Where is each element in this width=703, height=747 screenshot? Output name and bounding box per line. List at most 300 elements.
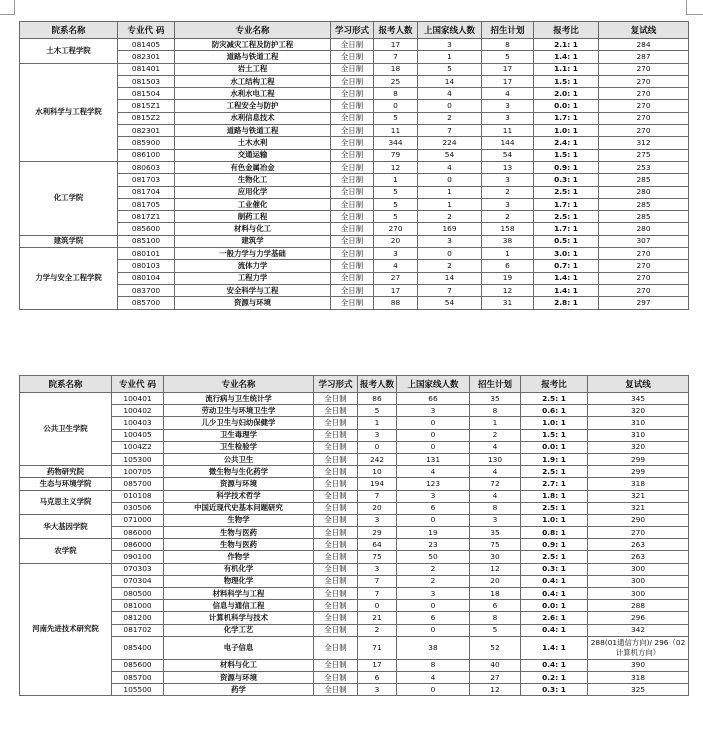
passed-line-cell: 123 bbox=[397, 478, 470, 490]
study-form-cell: 全日制 bbox=[331, 100, 374, 112]
passed-header: 上国家线人数 bbox=[397, 376, 470, 393]
passed-line-cell: 1 bbox=[418, 186, 482, 198]
passed-line-cell: 6 bbox=[397, 502, 470, 514]
major-code-cell: 081504 bbox=[118, 88, 175, 100]
table-row bbox=[20, 112, 689, 124]
cutoff-cell: 300 bbox=[588, 588, 689, 600]
study-form-cell: 全日制 bbox=[314, 429, 358, 441]
study-form-cell: 全日制 bbox=[314, 563, 358, 575]
passed-line-cell: 0 bbox=[397, 684, 470, 696]
cutoff-cell: 270 bbox=[599, 125, 689, 137]
applicants-cell: 64 bbox=[358, 539, 397, 551]
study-form-cell: 全日制 bbox=[314, 490, 358, 502]
ratio-cell: 0.7: 1 bbox=[534, 260, 599, 272]
study-form-cell: 全日制 bbox=[331, 297, 374, 309]
major-name-cell: 材料科学与工程 bbox=[164, 588, 314, 600]
study-form-cell: 全日制 bbox=[331, 51, 374, 63]
passed-line-cell: 3 bbox=[397, 588, 470, 600]
study-form-cell: 全日制 bbox=[331, 161, 374, 173]
applicants-cell: 18 bbox=[374, 63, 418, 75]
dept-name-cell: 公共卫生学院 bbox=[20, 393, 112, 466]
passed-line-cell: 4 bbox=[418, 161, 482, 173]
enroll-plan-cell: 3 bbox=[482, 112, 534, 124]
ratio-cell: 1.7: 1 bbox=[534, 198, 599, 210]
code-header: 专业代 码 bbox=[118, 22, 175, 39]
study-form-cell: 全日制 bbox=[331, 186, 374, 198]
ratio-cell: 1.5: 1 bbox=[521, 429, 588, 441]
enroll-plan-cell: 13 bbox=[482, 161, 534, 173]
ratio-cell: 0.9: 1 bbox=[521, 539, 588, 551]
study-form-cell: 全日制 bbox=[331, 235, 374, 247]
table-row bbox=[20, 174, 689, 186]
applicants-cell: 7 bbox=[358, 588, 397, 600]
cutoff-cell: 270 bbox=[599, 63, 689, 75]
study-form-cell: 全日制 bbox=[314, 514, 358, 526]
ratio-cell: 0.3: 1 bbox=[521, 563, 588, 575]
study-form-cell: 全日制 bbox=[331, 125, 374, 137]
passed-line-cell: 2 bbox=[418, 112, 482, 124]
enroll-plan-cell: 1 bbox=[470, 417, 521, 429]
cutoff-cell: 285 bbox=[599, 198, 689, 210]
table-row bbox=[20, 223, 689, 235]
dept-name-cell: 生态与环境学院 bbox=[20, 478, 112, 490]
passed-line-cell: 54 bbox=[418, 297, 482, 309]
passed-line-cell: 0 bbox=[397, 514, 470, 526]
enroll-plan-cell: 158 bbox=[482, 223, 534, 235]
enroll-plan-cell: 11 bbox=[482, 125, 534, 137]
major-name-cell: 化学工艺 bbox=[164, 624, 314, 636]
major-name-cell: 药学 bbox=[164, 684, 314, 696]
enroll-plan-cell: 35 bbox=[470, 393, 521, 405]
passed-line-cell: 0 bbox=[397, 429, 470, 441]
cutoff-cell: 263 bbox=[588, 539, 689, 551]
table-row bbox=[20, 453, 689, 465]
study-form-cell: 全日制 bbox=[314, 684, 358, 696]
study-form-cell: 全日制 bbox=[314, 551, 358, 563]
major-code-cell: 081703 bbox=[118, 174, 175, 186]
table-row bbox=[20, 600, 689, 612]
ratio-cell: 1.0: 1 bbox=[534, 125, 599, 137]
ratio-cell: 1.4: 1 bbox=[534, 272, 599, 284]
ratio-cell: 0.8: 1 bbox=[521, 527, 588, 539]
table-row bbox=[20, 51, 689, 63]
ratio-cell: 1.5: 1 bbox=[534, 75, 599, 87]
passed-line-cell: 0 bbox=[397, 600, 470, 612]
applicants-cell: 3 bbox=[358, 429, 397, 441]
major-code-cell: 081000 bbox=[112, 600, 164, 612]
study-form-cell: 全日制 bbox=[314, 575, 358, 587]
ratio-cell: 0.5: 1 bbox=[534, 235, 599, 247]
major-name-cell: 工程力学 bbox=[175, 272, 331, 284]
major-code-cell: 080103 bbox=[118, 260, 175, 272]
passed-line-cell: 54 bbox=[418, 149, 482, 161]
major-code-cell: 081200 bbox=[112, 612, 164, 624]
major-name-cell: 应用化学 bbox=[175, 186, 331, 198]
major-name-cell: 防灾减灾工程及防护工程 bbox=[175, 39, 331, 51]
study-form-cell: 全日制 bbox=[331, 272, 374, 284]
major-code-cell: 085400 bbox=[112, 636, 164, 659]
enroll-plan-cell: 8 bbox=[470, 502, 521, 514]
applicants-cell: 29 bbox=[358, 527, 397, 539]
table-row bbox=[20, 502, 689, 514]
table-row bbox=[20, 659, 689, 671]
passed-line-cell: 3 bbox=[397, 405, 470, 417]
major-code-cell: 070304 bbox=[112, 575, 164, 587]
cutoff-cell: 270 bbox=[599, 88, 689, 100]
enroll-plan-cell: 18 bbox=[470, 588, 521, 600]
passed-line-cell: 8 bbox=[397, 659, 470, 671]
major-name-cell: 流行病与卫生统计学 bbox=[164, 393, 314, 405]
ratio-cell: 2.5: 1 bbox=[521, 551, 588, 563]
applicants-cell: 0 bbox=[358, 441, 397, 453]
study-form-cell: 全日制 bbox=[331, 137, 374, 149]
cutoff-cell: 270 bbox=[599, 260, 689, 272]
passed-line-cell: 7 bbox=[418, 284, 482, 296]
dept-name-cell: 华大基因学院 bbox=[20, 514, 112, 538]
cutoff-cell: 310 bbox=[588, 417, 689, 429]
applicants-cell: 6 bbox=[358, 671, 397, 683]
study-form-cell: 全日制 bbox=[331, 63, 374, 75]
ratio-cell: 0.0: 1 bbox=[521, 600, 588, 612]
enroll-plan-cell: 4 bbox=[470, 490, 521, 502]
enroll-plan-cell: 5 bbox=[470, 624, 521, 636]
enroll-plan-cell: 75 bbox=[470, 539, 521, 551]
table-row bbox=[20, 161, 689, 173]
applicants-cell: 0 bbox=[374, 100, 418, 112]
applicants-cell: 2 bbox=[358, 624, 397, 636]
applicants-cell: 3 bbox=[374, 248, 418, 260]
cutoff-cell: 284 bbox=[599, 39, 689, 51]
major-code-cell: 086100 bbox=[118, 149, 175, 161]
cutoff-cell: 253 bbox=[599, 161, 689, 173]
study-form-cell: 全日制 bbox=[331, 174, 374, 186]
study-form-cell: 全日制 bbox=[331, 223, 374, 235]
table-row bbox=[20, 478, 689, 490]
major-name-cell: 流体力学 bbox=[175, 260, 331, 272]
admission-table-1 bbox=[19, 21, 689, 310]
major-code-cell: 085600 bbox=[112, 659, 164, 671]
applicants-cell: 7 bbox=[374, 51, 418, 63]
ratio-cell: 1.8: 1 bbox=[521, 490, 588, 502]
cutoff-cell: 307 bbox=[599, 235, 689, 247]
enroll-plan-cell: 2 bbox=[482, 186, 534, 198]
table-row bbox=[20, 211, 689, 223]
cutoff-cell: 320 bbox=[588, 405, 689, 417]
passed-line-cell: 0 bbox=[418, 174, 482, 186]
ratio-cell: 1.4: 1 bbox=[521, 636, 588, 659]
table-row bbox=[20, 551, 689, 563]
table-row bbox=[20, 624, 689, 636]
ratio-cell: 2.0: 1 bbox=[534, 88, 599, 100]
study-form-cell: 全日制 bbox=[331, 88, 374, 100]
passed-line-cell: 131 bbox=[397, 453, 470, 465]
ratio-cell: 1.1: 1 bbox=[534, 63, 599, 75]
applicants-cell: 4 bbox=[374, 260, 418, 272]
table-row bbox=[20, 88, 689, 100]
applicants-cell: 20 bbox=[374, 235, 418, 247]
passed-line-cell: 0 bbox=[397, 441, 470, 453]
major-name-cell: 作物学 bbox=[164, 551, 314, 563]
major-name-cell: 工程安全与防护 bbox=[175, 100, 331, 112]
applicants-cell: 5 bbox=[374, 112, 418, 124]
cutoff-cell: 310 bbox=[588, 429, 689, 441]
applicants-cell: 7 bbox=[358, 490, 397, 502]
major-name-cell: 电子信息 bbox=[164, 636, 314, 659]
passed-line-cell: 169 bbox=[418, 223, 482, 235]
table-row bbox=[20, 527, 689, 539]
major-name-cell: 一般力学与力学基础 bbox=[175, 248, 331, 260]
cutoff-cell: 296 bbox=[588, 612, 689, 624]
cutoff-header: 复试线 bbox=[599, 22, 689, 39]
enroll-plan-cell: 3 bbox=[482, 100, 534, 112]
major-name-cell: 工业催化 bbox=[175, 198, 331, 210]
passed-line-cell: 0 bbox=[418, 248, 482, 260]
major-name-cell: 信息与通信工程 bbox=[164, 600, 314, 612]
enroll-plan-cell: 1 bbox=[482, 248, 534, 260]
enroll-plan-cell: 2 bbox=[482, 211, 534, 223]
major-code-cell: 010108 bbox=[112, 490, 164, 502]
major-code-cell: 100403 bbox=[112, 417, 164, 429]
study-form-cell: 全日制 bbox=[314, 417, 358, 429]
cutoff-cell: 270 bbox=[599, 248, 689, 260]
table-row bbox=[20, 75, 689, 87]
ratio-cell: 2.5: 1 bbox=[534, 186, 599, 198]
cutoff-cell: 290 bbox=[588, 514, 689, 526]
passed-line-cell: 50 bbox=[397, 551, 470, 563]
passed-line-cell: 2 bbox=[397, 575, 470, 587]
ratio-cell: 2.1: 1 bbox=[534, 39, 599, 51]
major-name-cell: 儿少卫生与妇幼保健学 bbox=[164, 417, 314, 429]
major-name-cell: 生物与医药 bbox=[164, 527, 314, 539]
major-name-cell: 卫生检验学 bbox=[164, 441, 314, 453]
enroll-plan-cell: 30 bbox=[470, 551, 521, 563]
major-name-cell: 材料与化工 bbox=[164, 659, 314, 671]
study-form-cell: 全日制 bbox=[331, 284, 374, 296]
cutoff-cell: 297 bbox=[599, 297, 689, 309]
enroll-plan-cell: 8 bbox=[482, 39, 534, 51]
cutoff-cell: 318 bbox=[588, 671, 689, 683]
dept-name-cell: 药物研究院 bbox=[20, 466, 112, 478]
ratio-cell: 1.0: 1 bbox=[521, 514, 588, 526]
applicants-cell: 25 bbox=[374, 75, 418, 87]
cutoff-cell: 280 bbox=[599, 186, 689, 198]
passed-line-cell: 3 bbox=[397, 490, 470, 502]
passed-header: 上国家线人数 bbox=[418, 22, 482, 39]
table-row bbox=[20, 137, 689, 149]
applicants-cell: 5 bbox=[374, 186, 418, 198]
dept-name-cell: 农学院 bbox=[20, 539, 112, 563]
passed-line-cell: 5 bbox=[418, 63, 482, 75]
ratio-cell: 2.5: 1 bbox=[521, 502, 588, 514]
table-body bbox=[20, 393, 689, 696]
major-name-cell: 材料与化工 bbox=[175, 223, 331, 235]
major-code-cell: 030506 bbox=[112, 502, 164, 514]
enroll-plan-cell: 3 bbox=[470, 514, 521, 526]
passed-line-cell: 38 bbox=[397, 636, 470, 659]
major-code-cell: 086000 bbox=[112, 527, 164, 539]
cutoff-cell: 325 bbox=[588, 684, 689, 696]
dept-name-cell: 水利科学与工程学院 bbox=[20, 63, 118, 161]
major-name-cell: 道路与铁道工程 bbox=[175, 125, 331, 137]
applicants-cell: 11 bbox=[374, 125, 418, 137]
applicants-cell: 5 bbox=[374, 211, 418, 223]
applicants-cell: 3 bbox=[358, 684, 397, 696]
table-row bbox=[20, 39, 689, 51]
passed-line-cell: 19 bbox=[397, 527, 470, 539]
study-form-cell: 全日制 bbox=[314, 441, 358, 453]
ratio-cell: 0.9: 1 bbox=[534, 161, 599, 173]
passed-line-cell: 7 bbox=[418, 125, 482, 137]
major-code-cell: 081704 bbox=[118, 186, 175, 198]
major-code-cell: 100402 bbox=[112, 405, 164, 417]
table-row bbox=[20, 272, 689, 284]
table-body bbox=[20, 39, 689, 310]
study-form-cell: 全日制 bbox=[314, 466, 358, 478]
applicants-cell: 27 bbox=[374, 272, 418, 284]
table-row bbox=[20, 393, 689, 405]
study-form-cell: 全日制 bbox=[331, 198, 374, 210]
passed-line-cell: 4 bbox=[397, 466, 470, 478]
major-code-cell: 081705 bbox=[118, 198, 175, 210]
cutoff-cell: 299 bbox=[588, 453, 689, 465]
ratio-cell: 0.6: 1 bbox=[521, 405, 588, 417]
table-row bbox=[20, 684, 689, 696]
applicants-cell: 1 bbox=[358, 417, 397, 429]
plan-header: 招生计划 bbox=[470, 376, 521, 393]
dept-header: 院系名称 bbox=[20, 22, 118, 39]
ratio-cell: 2.5: 1 bbox=[521, 466, 588, 478]
table-row bbox=[20, 563, 689, 575]
major-name-cell: 劳动卫生与环境卫生学 bbox=[164, 405, 314, 417]
passed-line-cell: 4 bbox=[418, 88, 482, 100]
ratio-cell: 1.4: 1 bbox=[534, 284, 599, 296]
table-row bbox=[20, 588, 689, 600]
applicants-cell: 20 bbox=[358, 502, 397, 514]
cutoff-cell: 299 bbox=[588, 466, 689, 478]
admission-table-2 bbox=[19, 375, 689, 696]
major-name-cell: 物理化学 bbox=[164, 575, 314, 587]
major-name-cell: 岩土工程 bbox=[175, 63, 331, 75]
ratio-cell: 2.5: 1 bbox=[534, 211, 599, 223]
major-code-cell: 090100 bbox=[112, 551, 164, 563]
form-header: 学习形式 bbox=[331, 22, 374, 39]
applicants-header: 报考人数 bbox=[358, 376, 397, 393]
applicants-cell: 3 bbox=[358, 563, 397, 575]
study-form-cell: 全日制 bbox=[314, 659, 358, 671]
cutoff-cell: 270 bbox=[588, 527, 689, 539]
table-row bbox=[20, 429, 689, 441]
passed-line-cell: 3 bbox=[418, 235, 482, 247]
applicants-cell: 242 bbox=[358, 453, 397, 465]
dept-name-cell: 化工学院 bbox=[20, 161, 118, 235]
major-code-cell: 071000 bbox=[112, 514, 164, 526]
major-code-cell: 081401 bbox=[118, 63, 175, 75]
cutoff-cell: 300 bbox=[588, 575, 689, 587]
passed-line-cell: 1 bbox=[418, 198, 482, 210]
passed-line-cell: 2 bbox=[397, 563, 470, 575]
enroll-plan-cell: 52 bbox=[470, 636, 521, 659]
major-code-cell: 100705 bbox=[112, 466, 164, 478]
enroll-plan-cell: 4 bbox=[482, 88, 534, 100]
enroll-plan-cell: 20 bbox=[470, 575, 521, 587]
cutoff-cell: 321 bbox=[588, 490, 689, 502]
major-name-cell: 公共卫生 bbox=[164, 453, 314, 465]
ratio-cell: 1.7: 1 bbox=[534, 112, 599, 124]
enroll-plan-cell: 4 bbox=[470, 441, 521, 453]
major-name-cell: 生物与医药 bbox=[164, 539, 314, 551]
applicants-cell: 79 bbox=[374, 149, 418, 161]
cutoff-cell: 270 bbox=[599, 112, 689, 124]
cutoff-cell: 318 bbox=[588, 478, 689, 490]
major-code-cell: 100401 bbox=[112, 393, 164, 405]
major-code-cell: 081405 bbox=[118, 39, 175, 51]
ratio-cell: 2.4: 1 bbox=[534, 137, 599, 149]
major-code-cell: 0815Z2 bbox=[118, 112, 175, 124]
study-form-cell: 全日制 bbox=[331, 112, 374, 124]
study-form-cell: 全日制 bbox=[331, 39, 374, 51]
major-name-cell: 有机化学 bbox=[164, 563, 314, 575]
passed-line-cell: 1 bbox=[418, 51, 482, 63]
dept-header: 院系名称 bbox=[20, 376, 112, 393]
enroll-plan-cell: 144 bbox=[482, 137, 534, 149]
cutoff-cell: 312 bbox=[599, 137, 689, 149]
table-row bbox=[20, 514, 689, 526]
enroll-plan-cell: 35 bbox=[470, 527, 521, 539]
ratio-cell: 1.9: 1 bbox=[521, 453, 588, 465]
table-header-row bbox=[20, 376, 689, 393]
applicants-cell: 8 bbox=[374, 88, 418, 100]
enroll-plan-cell: 12 bbox=[470, 684, 521, 696]
code-header: 专业代 码 bbox=[112, 376, 164, 393]
enroll-plan-cell: 5 bbox=[482, 51, 534, 63]
study-form-cell: 全日制 bbox=[314, 527, 358, 539]
applicants-cell: 86 bbox=[358, 393, 397, 405]
major-code-cell: 080500 bbox=[112, 588, 164, 600]
ratio-cell: 2.7: 1 bbox=[521, 478, 588, 490]
table-row bbox=[20, 235, 689, 247]
ratio-header: 报考比 bbox=[534, 22, 599, 39]
table-row bbox=[20, 198, 689, 210]
major-code-cell: 0815Z1 bbox=[118, 100, 175, 112]
major-name-cell: 安全科学与工程 bbox=[175, 284, 331, 296]
enroll-plan-cell: 8 bbox=[470, 405, 521, 417]
study-form-cell: 全日制 bbox=[314, 405, 358, 417]
major-name-cell: 卫生毒理学 bbox=[164, 429, 314, 441]
applicants-cell: 5 bbox=[358, 405, 397, 417]
dept-name-cell: 土木工程学院 bbox=[20, 39, 118, 64]
passed-line-cell: 0 bbox=[418, 100, 482, 112]
ratio-header: 报考比 bbox=[521, 376, 588, 393]
major-name-cell: 科学技术哲学 bbox=[164, 490, 314, 502]
passed-line-cell: 66 bbox=[397, 393, 470, 405]
ratio-cell: 1.4: 1 bbox=[534, 51, 599, 63]
study-form-cell: 全日制 bbox=[314, 636, 358, 659]
form-header: 学习形式 bbox=[314, 376, 358, 393]
major-name-cell: 水利信息技术 bbox=[175, 112, 331, 124]
enroll-plan-cell: 2 bbox=[470, 429, 521, 441]
dept-name-cell: 马克思主义学院 bbox=[20, 490, 112, 514]
major-name-cell: 制药工程 bbox=[175, 211, 331, 223]
major-code-cell: 080104 bbox=[118, 272, 175, 284]
applicants-cell: 7 bbox=[358, 575, 397, 587]
major-name-cell: 生物化工 bbox=[175, 174, 331, 186]
major-name-cell: 道路与铁道工程 bbox=[175, 51, 331, 63]
enroll-plan-cell: 72 bbox=[470, 478, 521, 490]
major-code-cell: 086000 bbox=[112, 539, 164, 551]
study-form-cell: 全日制 bbox=[331, 75, 374, 87]
study-form-cell: 全日制 bbox=[331, 260, 374, 272]
applicants-cell: 194 bbox=[358, 478, 397, 490]
